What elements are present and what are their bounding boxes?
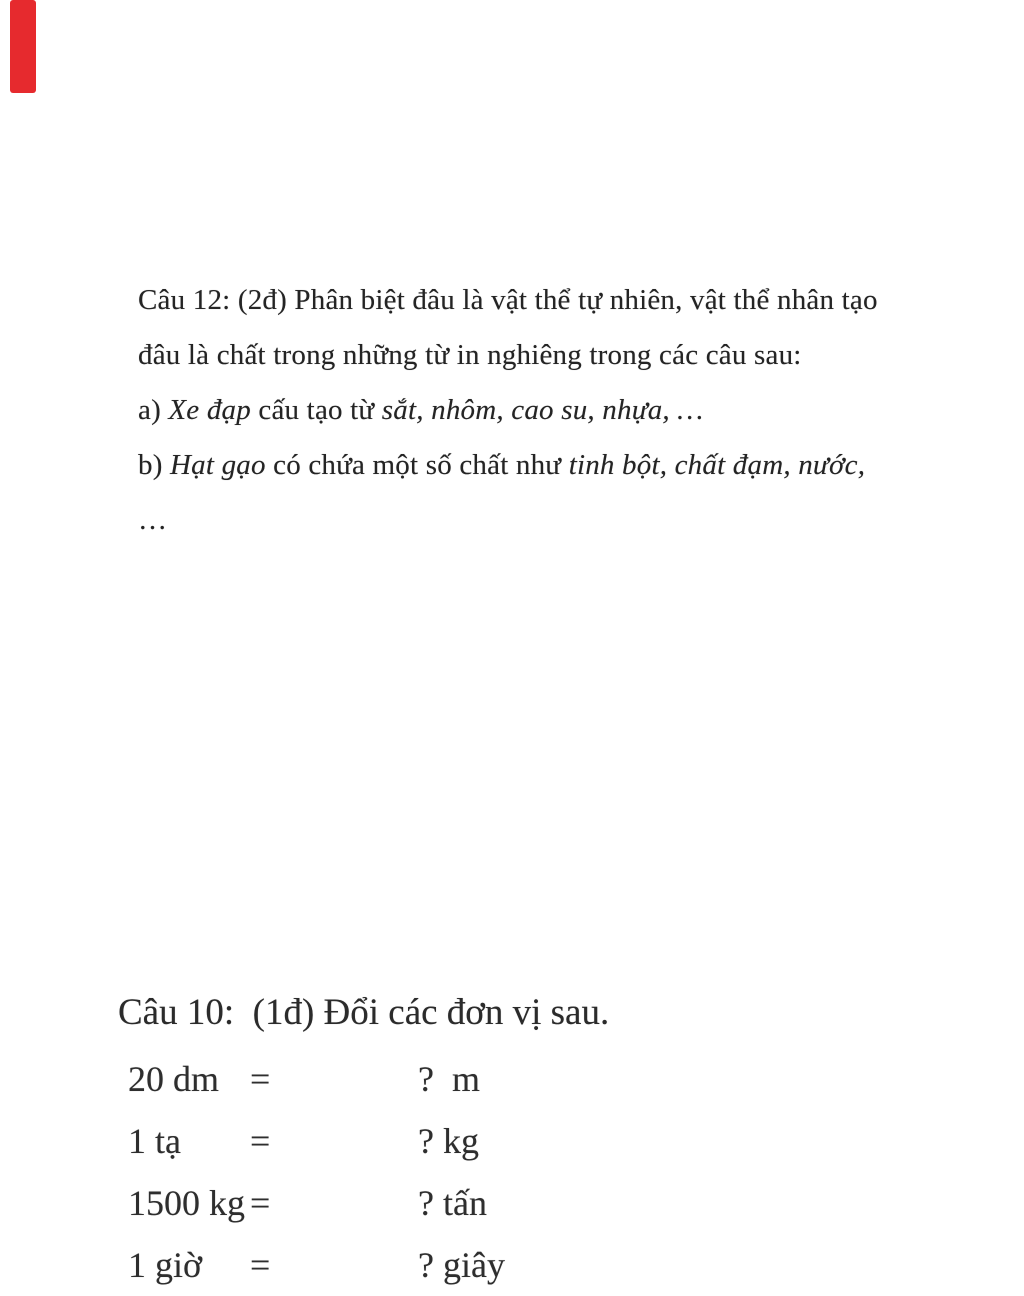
text-segment: Hạt gạo xyxy=(170,449,266,481)
question-line xyxy=(138,438,878,493)
answer-placeholder: ? kg xyxy=(418,1121,479,1161)
conversion-row xyxy=(128,1234,628,1296)
answer-placeholder: ? tấn xyxy=(418,1183,487,1223)
text-segment: có chứa một số chất như xyxy=(265,449,569,481)
text-segment: Câu 12: (2đ) Phân biệt đâu là vật thể tự nhiên, vật thể nhân tạo xyxy=(138,284,878,316)
question-line xyxy=(138,273,878,328)
text-segment: tinh bột, chất đạm, nước, xyxy=(568,449,866,481)
equals-sign: = xyxy=(250,1121,271,1161)
equals-sign: = xyxy=(250,1183,271,1223)
quantity-term: 1 giờ xyxy=(128,1245,203,1285)
question-line xyxy=(138,383,878,438)
conversion-row xyxy=(128,1172,628,1234)
question-12-block xyxy=(138,273,878,548)
red-ui-fragment xyxy=(10,0,36,93)
text-segment: a) xyxy=(138,394,169,426)
text-segment: … xyxy=(138,504,168,536)
equals-sign: = xyxy=(250,1245,271,1285)
quantity-term: 1 tạ xyxy=(128,1121,181,1161)
text-segment: đâu là chất trong những từ in nghiêng trong các câu sau: xyxy=(138,339,802,371)
quantity-term: 20 dm xyxy=(128,1059,220,1099)
question-line xyxy=(138,493,878,548)
text-segment: cấu tạo từ xyxy=(250,394,382,426)
question-line xyxy=(138,328,878,383)
quantity-term: 1500 kg xyxy=(128,1183,245,1223)
question-10-conversions xyxy=(128,1048,628,1296)
equals-sign: = xyxy=(250,1059,271,1099)
answer-placeholder: ? giây xyxy=(418,1245,505,1285)
text-segment: sắt, nhôm, cao su, nhựa, … xyxy=(381,394,704,426)
conversion-row xyxy=(128,1048,628,1110)
text-segment: Xe đạp xyxy=(168,394,251,426)
text-segment: b) xyxy=(138,449,171,481)
answer-placeholder: ? m xyxy=(418,1059,480,1099)
conversion-row xyxy=(128,1110,628,1172)
question-10-heading: Câu 10: (1đ) Đổi các đơn vị sau. xyxy=(118,992,610,1033)
